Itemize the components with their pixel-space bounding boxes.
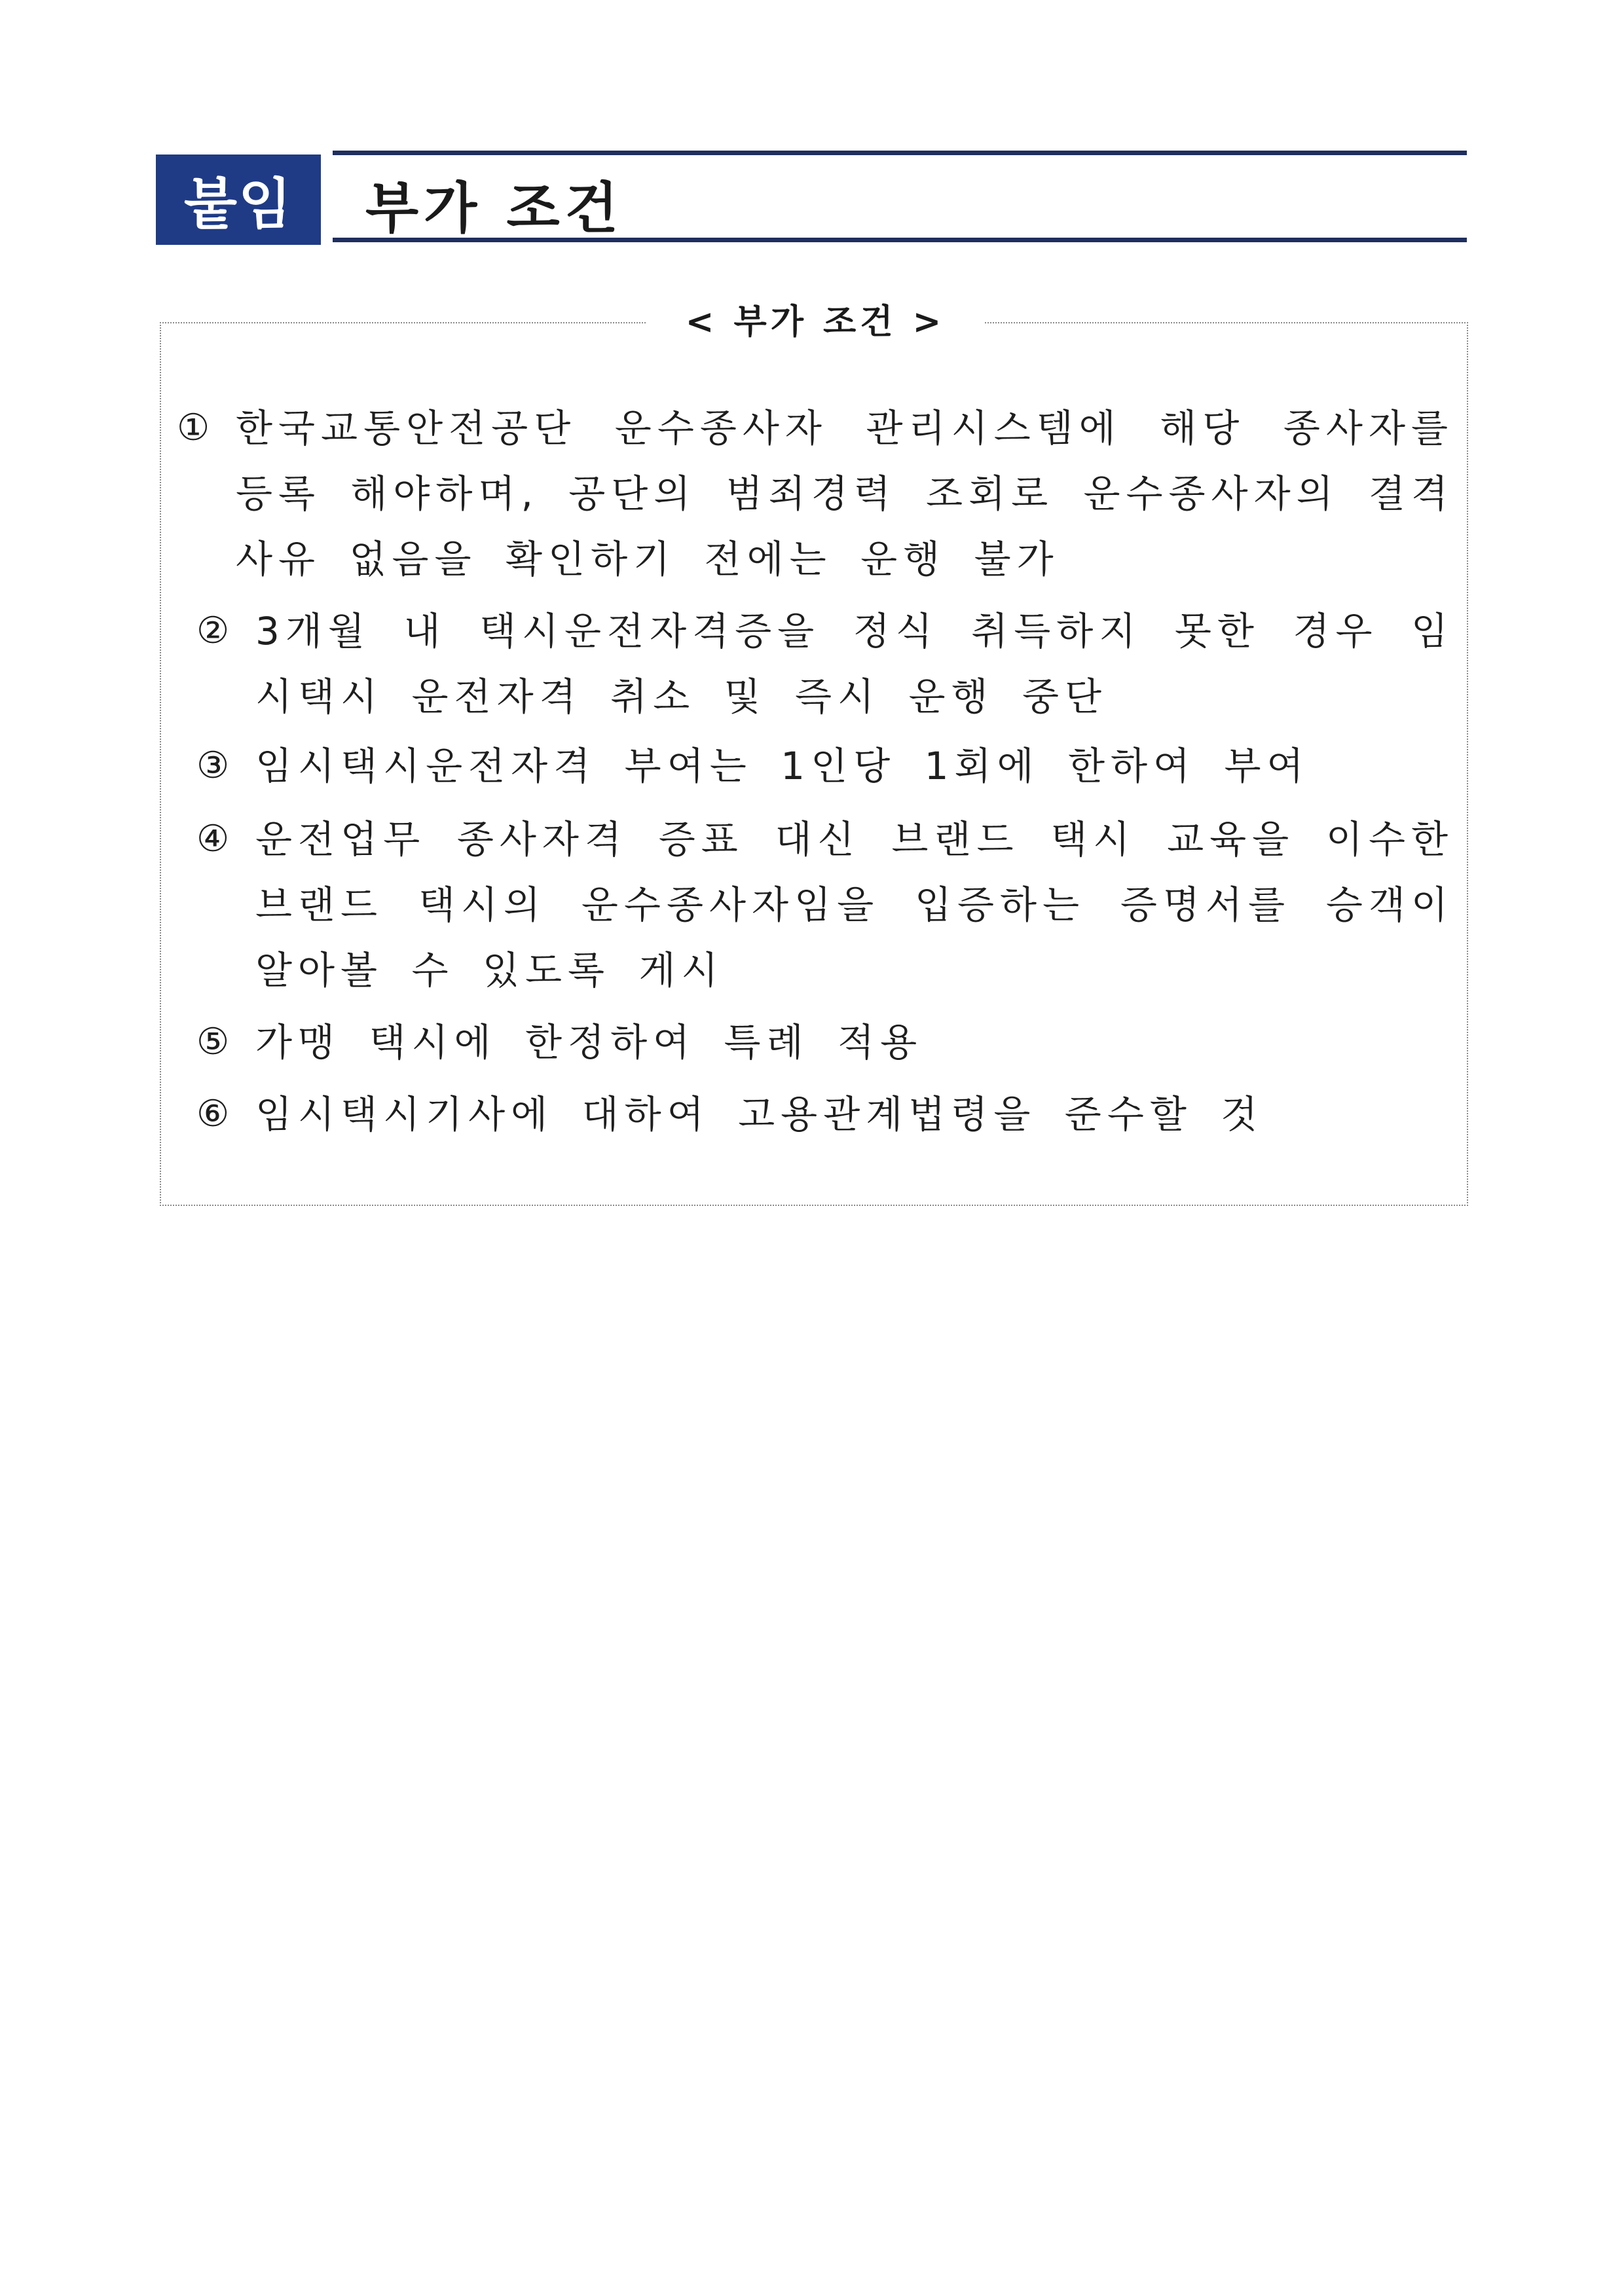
item-text: 3개월 내 택시운전자격증을 정식 취득하지 못한 경우 임시택시 운전자격 취소 및 즉시 운행 중단 [255,609,1454,719]
page-title: 부가 조건 [365,176,623,240]
list-item [196,733,1454,799]
list-item [177,395,1454,592]
list-item [196,807,1454,1003]
title-frame [333,151,1467,242]
item-number: ① [177,407,210,449]
item-text: 임시택시기사에 대하여 고용관계법령을 준수할 것 [255,1092,1264,1137]
conditions-box [160,302,1468,1206]
list-item [196,1010,1454,1075]
attachment-badge: 붙임 [156,155,321,245]
item-number: ⑤ [196,1021,230,1063]
list-item [196,1082,1454,1147]
item-number: ③ [196,744,230,787]
list-item [196,598,1454,729]
item-number: ② [196,610,230,652]
item-text: 임시택시운전자격 부여는 1인당 1회에 한하여 부여 [255,744,1310,788]
item-number: ⑥ [196,1093,230,1135]
box-caption: < 부가 조건 > [646,296,985,348]
item-text: 가맹 택시에 한정하여 특례 적용 [255,1020,923,1065]
item-text: 한국교통안전공단 운수종사자 관리시스템에 해당 종사자를 등록 해야하며, 공단의 범죄경력 조회로 운수종사자의 결격사유 없음을 확인하기 전에는 운행 불가 [236,406,1454,581]
item-number: ④ [196,818,230,860]
item-text: 운전업무 종사자격 증표 대신 브랜드 택시 교육을 이수한 브랜드 택시의 운수종사자임을 입증하는 증명서를 승객이 알아볼 수 있도록 게시 [255,817,1454,993]
